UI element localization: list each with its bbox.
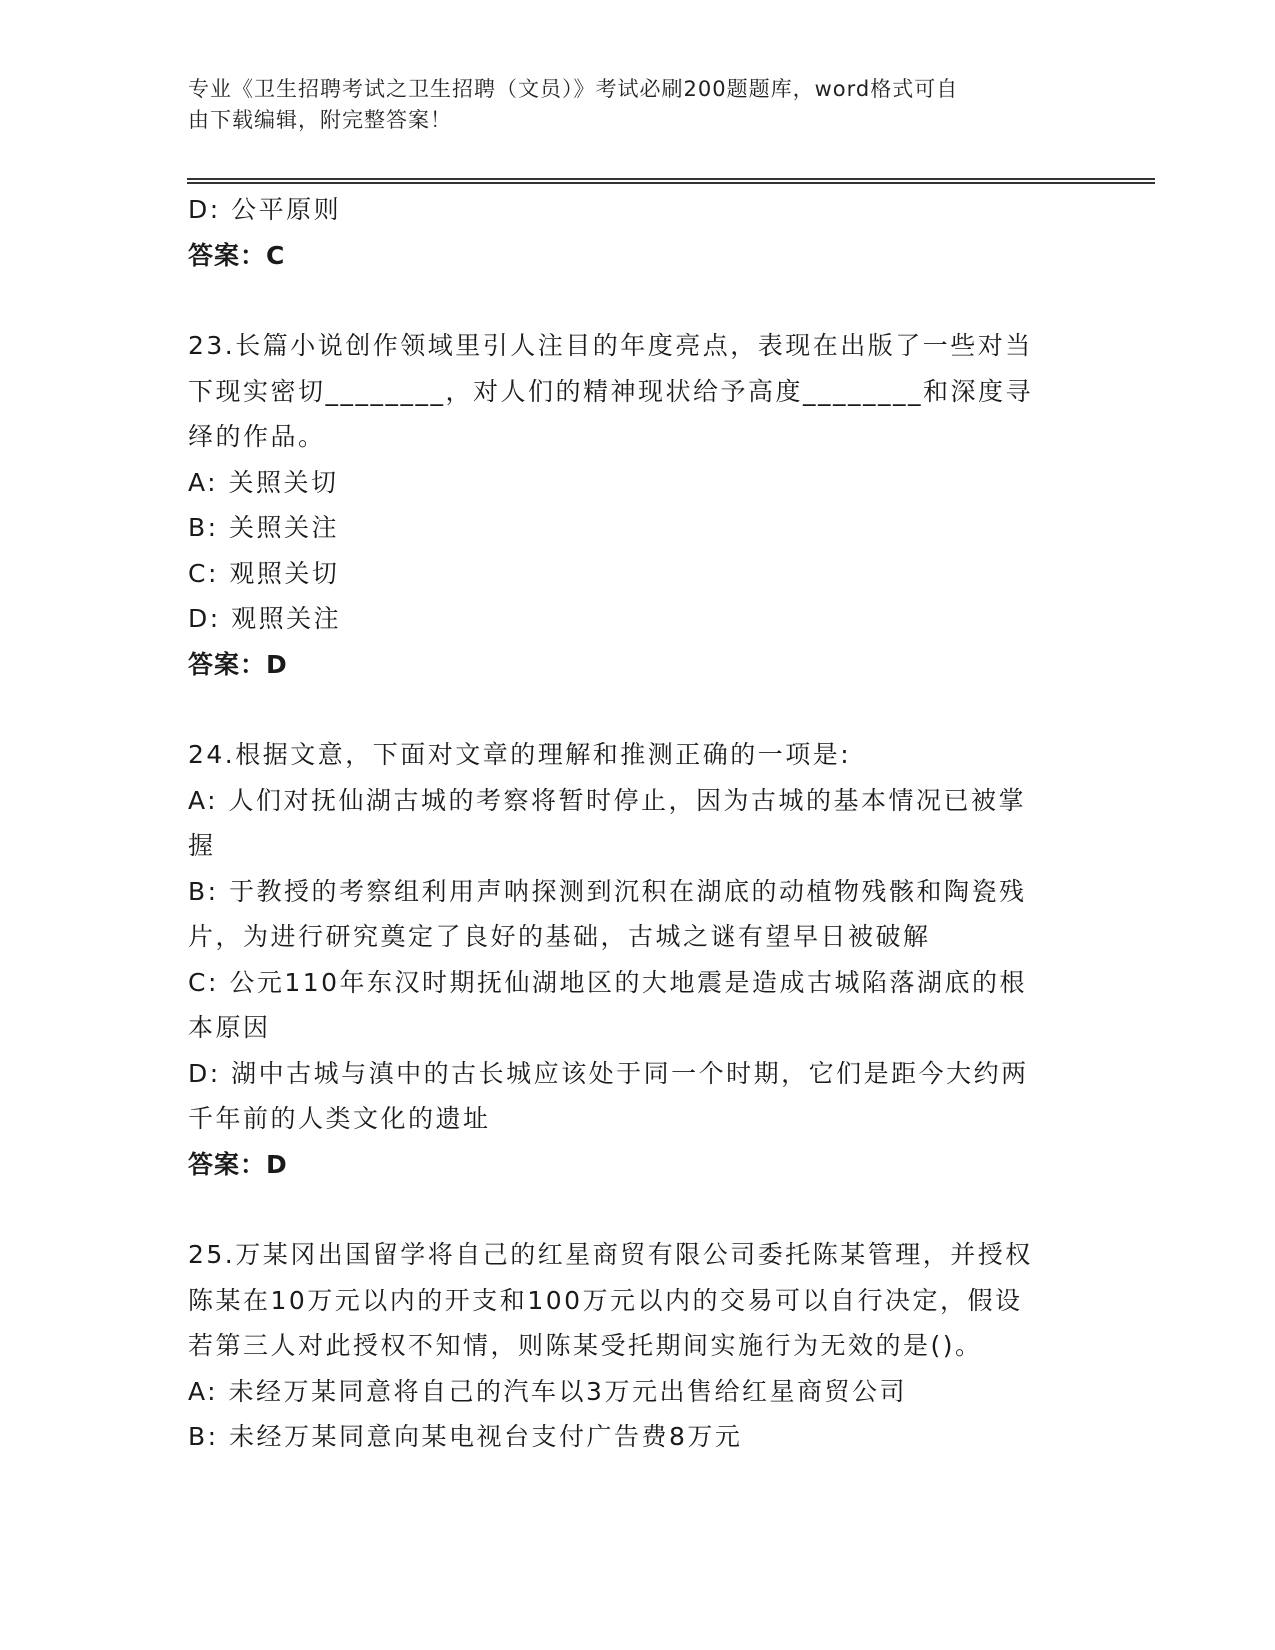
question-stem-line: 绎的作品。: [188, 422, 326, 451]
option-b: B: 未经万某同意向某电视台支付广告费8万元: [188, 1422, 743, 1451]
spacer: [188, 1187, 1078, 1232]
question-stem-line: 下现实密切________，对人们的精神现状给予高度________和深度寻: [188, 376, 1034, 406]
answer: 答案：D: [188, 649, 288, 679]
option-c: C: 公元110年东汉时期抚仙湖地区的大地震是造成古城陷落湖底的根: [188, 967, 1028, 997]
question-25: [188, 1232, 1078, 1460]
option-a-continued: 握: [188, 831, 216, 860]
option-c-continued: 本原因: [188, 1013, 271, 1042]
option-d-continued: 千年前的人类文化的遗址: [188, 1104, 491, 1133]
option-d: D: 湖中古城与滇中的古长城应该处于同一个时期，它们是距今大约两: [188, 1058, 1029, 1088]
option-d: D: 公平原则: [188, 195, 342, 224]
header-divider: [187, 178, 1155, 183]
spacer: [188, 278, 1078, 323]
answer: 答案：D: [188, 1149, 288, 1179]
question-23: [188, 323, 1078, 687]
document-header: [188, 74, 1068, 136]
header-line-2: 由下载编辑，附完整答案！: [188, 108, 452, 132]
divider-line: [187, 178, 1155, 180]
option-b: B: 于教授的考察组利用声呐探测到沉积在湖底的动植物残骸和陶瓷残: [188, 876, 1027, 906]
option-a: A: 关照关切: [188, 467, 339, 497]
header-line-1: 专业《卫生招聘考试之卫生招聘（文员）》考试必刷200题题库，word格式可自: [188, 77, 959, 101]
question-stem-line: 25.万某冈出国留学将自己的红星商贸有限公司委托陈某管理，并授权: [188, 1240, 1033, 1269]
question-stem-line: 若第三人对此授权不知情，则陈某受托期间实施行为无效的是()。: [188, 1331, 983, 1360]
option-a: A: 未经万某同意将自己的汽车以3万元出售给红星商贸公司: [188, 1376, 907, 1406]
spacer: [188, 687, 1078, 732]
option-a: A: 人们对抚仙湖古城的考察将暂时停止，因为古城的基本情况已被掌: [188, 785, 1027, 815]
divider-line: [187, 182, 1155, 184]
document-body: [188, 187, 1078, 1460]
question-stem-line: 23.长篇小说创作领域里引人注目的年度亮点，表现在出版了一些对当: [188, 331, 1033, 360]
question-stem-line: 陈某在10万元以内的开支和100万元以内的交易可以自行决定，假设: [188, 1285, 1023, 1315]
answer: 答案：C: [188, 240, 286, 270]
option-b: B: 关照关注: [188, 513, 340, 542]
question-stem-line: 24.根据文意，下面对文章的理解和推测正确的一项是:: [188, 740, 852, 769]
option-b-continued: 片，为进行研究奠定了良好的基础，古城之谜有望早日被破解: [188, 922, 931, 951]
question-24: [188, 732, 1078, 1187]
option-d: D: 观照关注: [188, 604, 342, 633]
option-c: C: 观照关切: [188, 558, 340, 588]
